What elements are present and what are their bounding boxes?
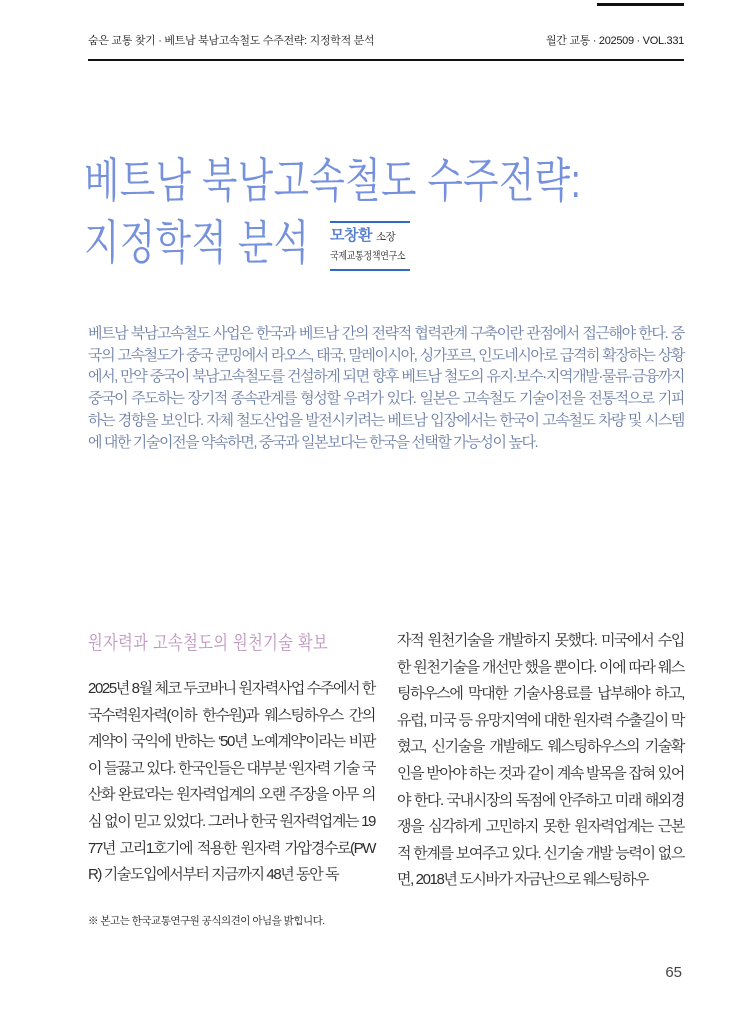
running-header: [88, 33, 684, 49]
body-column-right: 자적 원천기술을 개발하지 못했다. 미국에서 수입한 원천기술을 개선만 했을 뿐이다. 이에 따라 웨스팅하우스에 막대한 기술사용료를 납부해야 하고, 유럽, 미국 등 유망지역에 대한 원자력 수출길이 막혔고, 신기술을 개발해도 웨스팅하우스의 기술확인을 받아야 하는 것과 같이 계속 발목을 잡혀 있어야 한다. 국내시장의 독점에 안주하고 미래 해외경쟁을 심각하게 고민하지 못한 원자력업계는 근본적 한계를 보여주고 있다. 신기술 개발 능력이 없으면, 2018년 도시바가 자금난으로 웨스팅하우: [397, 632, 684, 889]
article-title-line-2: 지정학적 분석: [84, 216, 310, 269]
article-title-line-1: 베트남 북남고속철도 수주전략:: [84, 154, 582, 207]
author-block: [330, 221, 410, 271]
author-name: 모창환: [330, 227, 372, 244]
abstract-paragraph: 베트남 북남고속철도 사업은 한국과 베트남 간의 전략적 협력관계 구축이란 관점에서 접근해야 한다. 중국의 고속철도가 중국 쿤밍에서 라오스, 태국, 말레이시아, 싱가포르, 인도네시아로 급격히 확장하는 상황에서, 만약 중국이 북남고속철도를 건설하게 되면 향후 베트남 철도의 유지·보수·지역개발·물류·금융까지 중국이 주도하는 장기적 종속관계를 형성할 우려가 있다. 일본은 고속철도 기술이전을 전통적으로 기피하는 경향을 보인다. 자체 철도산업을 발전시키려는 베트남 입장에서는 한국이 고속철도 차량 및 시스템에 대한 기술이전을 약속하면, 중국과 일본보다는 한국을 선택할 가능성이 높다.: [88, 325, 684, 451]
header-section-title: 숨은 교통 찾기 · 베트남 북남고속철도 수주전략: 지정학적 분석: [88, 35, 375, 47]
section-heading: 원자력과 고속철도의 원천기술 확보: [88, 633, 329, 654]
header-issue-info: 월간 교통 · 202509 · VOL.331: [545, 35, 684, 47]
footnote: ※ 본고는 한국교통연구원 공식의견이 아님을 밝힙니다.: [88, 915, 325, 927]
author-position: 소장: [375, 231, 396, 243]
top-corner-rule: [597, 3, 684, 6]
author-affiliation: 국제교통정책연구소: [330, 250, 406, 262]
page-number: 65: [665, 964, 682, 981]
body-column-left: 2025년 8월 체코 두코바니 원자력사업 수주에서 한국수력원자력(이하 한수원)과 웨스팅하우스 간의 계약이 국익에 반하는 ‘50년 노예계약’이라는 비판이 들끓고 있다. 한국인들은 대부분 ‘원자력 기술 국산화 완료’라는 원자력업계의 오랜 주장을 아무 의심 없이 믿고 있었다. 그러나 한국 원자력업계는 1977년 고리1호기에 적용한 원자력 가압경수로(PWR) 기술도입에서부터 지금까지 48년 동안 독: [88, 680, 375, 884]
header-rule: [88, 59, 684, 61]
author-line: [330, 228, 410, 245]
